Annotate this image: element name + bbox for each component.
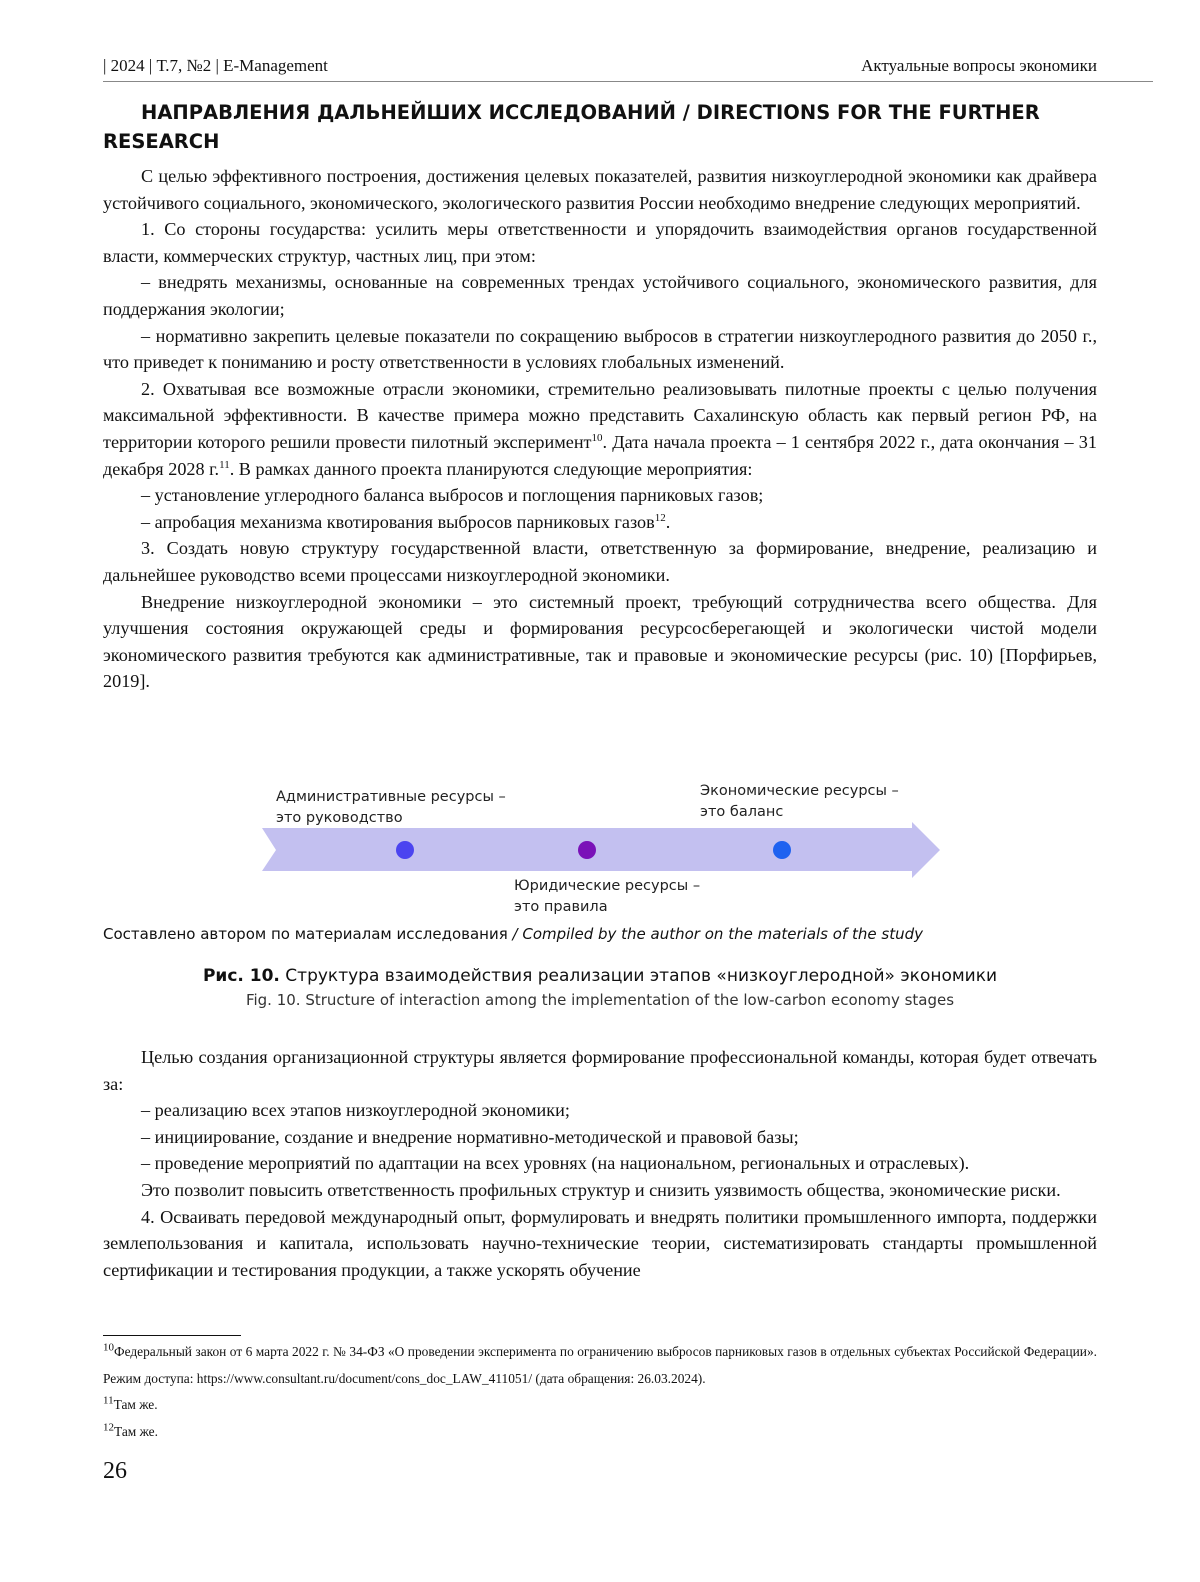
- footnote-number: 11: [103, 1395, 114, 1407]
- page-number: 26: [103, 1458, 127, 1485]
- paragraph: 4. Осваивать передовой международный опыт, формулировать и внедрять политики промышленного импорта, поддержки землепользования и капитала, использовать научно-технические теории, систематизировать стандарты промышленной сертификации и тестирования продукции, а также ускорять обучение: [103, 1204, 1097, 1284]
- footnote-text: Федеральный закон от 6 марта 2022 г. № 34-ФЗ «О проведении эксперимента по ограничению выбросов парниковых газов в отдельных субъектах Российской Федерации». Режим доступа: https://www.consultant.ru/document/cons_doc_LAW_411051/ (дата обращения: 26.03.2024).: [103, 1344, 1097, 1386]
- paragraph-text: . В рамках данного проекта планируются следующие мероприятия:: [230, 459, 753, 479]
- legal-label: [514, 876, 700, 918]
- running-header: [103, 56, 1097, 76]
- footnote: [103, 1339, 1097, 1392]
- paragraph-text: . Дата начала проекта – 1 сентября 2022 г., дата окончания – 31 декабря 2028 г.: [103, 432, 1097, 479]
- label-line: Экономические ресурсы –: [700, 781, 899, 802]
- footnote: [103, 1392, 1097, 1419]
- body-bottom: [103, 1044, 1097, 1283]
- figure-caption-ru: [103, 966, 1097, 986]
- footnote-number: 12: [103, 1421, 114, 1433]
- paragraph: – реализацию всех этапов низкоуглеродной экономики;: [103, 1097, 1097, 1124]
- paragraph-text: – нормативно закрепить целевые показатели по сокращению выбросов в стратегии низкоуглеродного развития до 2050 г., что приведет к пониманию и росту ответственности в условиях глобальных изменений.: [103, 326, 1097, 373]
- paragraph-text: Внедрение низкоуглеродной экономики – это системный проект, требующий сотрудничества всего общества. Для улучшения состояния окружающей среды и формирования ресурсосберегающей и экологически чистой модели экономического развития требуются как административные, так и правовые и экономические ресурсы (рис. 10) [Порфирьев, 2019].: [103, 592, 1097, 692]
- paragraph: [103, 163, 1097, 216]
- paragraph: [103, 269, 1097, 322]
- footnote-divider: [103, 1335, 241, 1336]
- journal-info: | 2024 | Т.7, №2 | E-Management: [103, 56, 328, 76]
- footnote-number: 10: [103, 1342, 114, 1354]
- footnotes: [103, 1339, 1097, 1445]
- paragraph: [103, 376, 1097, 482]
- paragraph: [103, 216, 1097, 269]
- footnote-text: Там же.: [114, 1424, 158, 1439]
- paragraph: [103, 589, 1097, 695]
- source-en: / Compiled by the author on the materials of the study: [513, 925, 923, 943]
- paragraph: Целью создания организационной структуры является формирование профессиональной команды, которая будет отвечать за:: [103, 1044, 1097, 1097]
- label-line: это баланс: [700, 802, 899, 823]
- economic-dot: [773, 841, 791, 859]
- paragraph-text: 2. Охватывая все возможные отрасли экономики, стремительно реализовывать пилотные проекты с целью получения максимальной эффективности. В качестве примера можно представить Сахалинскую область как первый регион РФ, на территории которого решили провести пилотный эксперимент: [103, 379, 1097, 452]
- figure-caption-en: Fig. 10. Structure of interaction among the implementation of the low-carbon economy stages: [103, 991, 1097, 1009]
- label-line: Юридические ресурсы –: [514, 876, 700, 897]
- body-top: [103, 163, 1097, 695]
- paragraph-text: 1. Со стороны государства: усилить меры ответственности и упорядочить взаимодействия органов государственной власти, коммерческих структур, частных лиц, при этом:: [103, 219, 1097, 266]
- figure-source: [103, 925, 923, 943]
- economic-label: [700, 781, 899, 823]
- section-name: Актуальные вопросы экономики: [861, 56, 1097, 76]
- footnote-ref: 10: [592, 432, 603, 444]
- paragraph-text: – апробация механизма квотирования выбросов парниковых газов: [141, 512, 655, 532]
- footnote-ref: 12: [655, 512, 666, 524]
- label-line: Административные ресурсы –: [276, 787, 506, 808]
- timeline-arrow: [262, 822, 940, 878]
- paragraph: – инициирование, создание и внедрение нормативно-методической и правовой базы;: [103, 1124, 1097, 1151]
- caption-label: Рис. 10.: [203, 966, 280, 986]
- paragraph: Это позволит повысить ответственность профильных структур и снизить уязвимость общества, экономические риски.: [103, 1177, 1097, 1204]
- caption-text: Структура взаимодействия реализации этапов «низкоуглеродной» экономики: [280, 966, 997, 986]
- paragraph-text: – внедрять механизмы, основанные на современных трендах устойчивого социального, экономического развития, для поддержания экологии;: [103, 272, 1097, 319]
- paragraph-text: – установление углеродного баланса выбросов и поглощения парниковых газов;: [141, 485, 763, 505]
- paragraph-text: .: [666, 512, 671, 532]
- administrative-dot: [396, 841, 414, 859]
- paragraph: [103, 535, 1097, 588]
- header-divider: [103, 81, 1153, 82]
- label-line: это правила: [514, 897, 700, 918]
- label-line: это руководство: [276, 808, 506, 829]
- source-ru: Составлено автором по материалам исследования: [103, 925, 508, 943]
- legal-dot: [578, 841, 596, 859]
- figure-10: [250, 770, 950, 920]
- paragraph: [103, 482, 1097, 509]
- footnote: [103, 1419, 1097, 1446]
- section-title: НАПРАВЛЕНИЯ ДАЛЬНЕЙШИХ ИССЛЕДОВАНИЙ / DIRECTIONS FOR THE FURTHER RESEARCH: [103, 98, 1097, 156]
- footnote-ref: 11: [219, 458, 230, 470]
- paragraph-text: 3. Создать новую структуру государственной власти, ответственную за формирование, внедрение, реализацию и дальнейшее руководство всеми процессами низкоуглеродной экономики.: [103, 538, 1097, 585]
- paragraph-text: С целью эффективного построения, достижения целевых показателей, развития низкоуглеродной экономики как драйвера устойчивого социального, экономического, экологического развития России необходимо внедрение следующих мероприятий.: [103, 166, 1097, 213]
- paragraph: [103, 509, 1097, 536]
- footnote-text: Там же.: [114, 1397, 158, 1412]
- paragraph: [103, 323, 1097, 376]
- paragraph: – проведение мероприятий по адаптации на всех уровнях (на национальном, региональных и отраслевых).: [103, 1150, 1097, 1177]
- administrative-label: [276, 787, 506, 829]
